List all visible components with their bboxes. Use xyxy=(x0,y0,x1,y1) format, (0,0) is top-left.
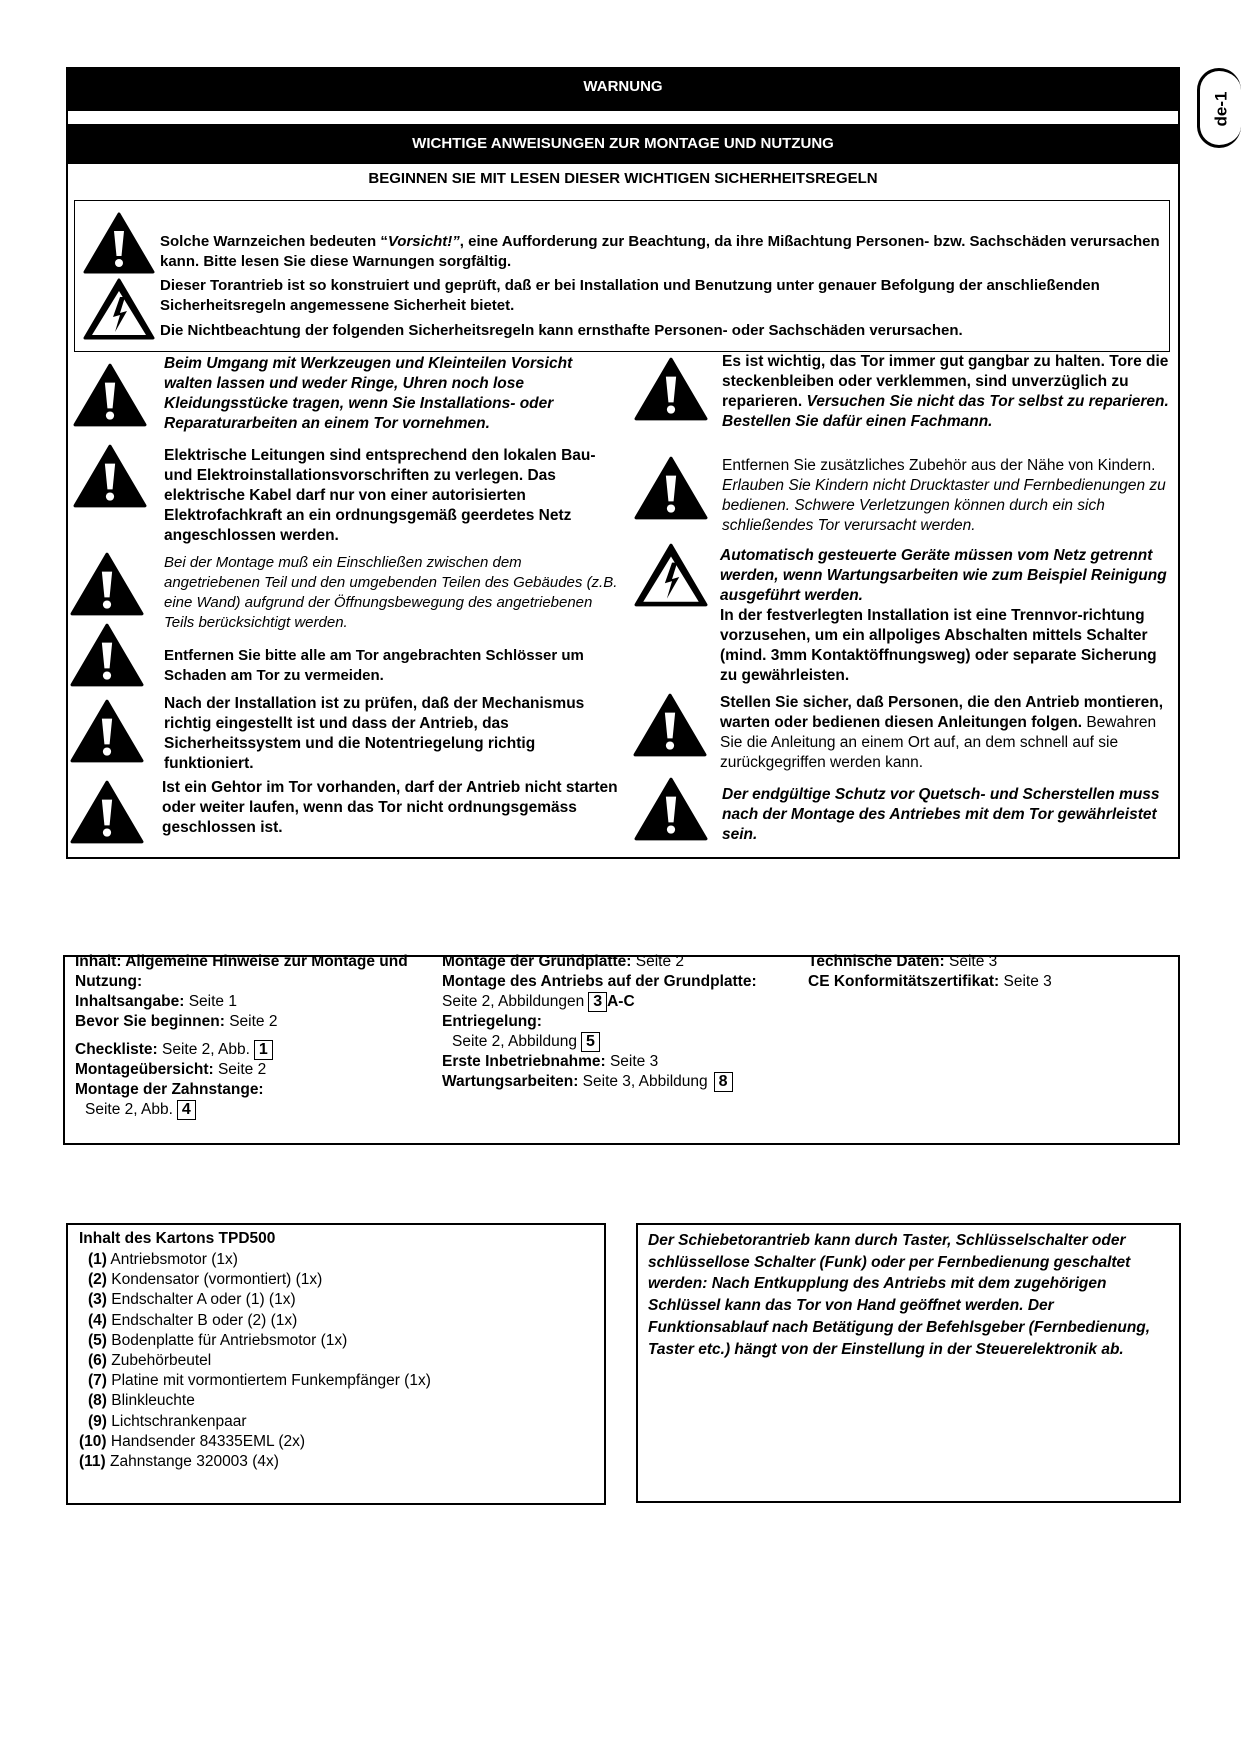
left-rule-5: Nach der Installation ist zu prüfen, daß der Mechanismus richtig eingestellt ist und dass der Antrieb, das Sicherheitssystem und die Notentriegelung richtig funktioniert. xyxy=(164,695,585,772)
figure-ref-box: 3 xyxy=(588,992,607,1012)
warning-triangle-icon xyxy=(70,622,144,688)
warning-triangle-icon xyxy=(70,698,144,764)
warning-triangle-icon xyxy=(73,362,147,428)
intro-paragraph-3: Die Nichtbeachtung der folgenden Sicherheitsregeln kann ernsthafte Personen- oder Sachschäden verursachen. xyxy=(160,322,963,339)
carton-item-text: Zahnstange 320003 (4x) xyxy=(110,1453,279,1471)
right-rule-5: Der endgültige Schutz vor Quetsch- und Scherstellen muss nach der Montage des Antriebes mit dem Tor gewährleistet sein. xyxy=(722,786,1160,843)
right-rule-3: Automatisch gesteuerte Geräte müssen vom Netz getrennt werden, wenn Wartungsarbeiten wie zum Beispiel Reinigung ausgeführt werden. In der festverlegten Installation ist eine Trennvor-richtung vorzusehen, um ein allpoliges Abschalten mittels Schalter (mind. 3mm Kontaktöffnungsweg) oder separate Sicherung zu gewährleisten. xyxy=(720,547,1167,684)
toc-column-3: Technische Daten: Seite 3 CE Konformitätszertifikat: Seite 3 xyxy=(808,953,1052,990)
carton-item-number: (7) xyxy=(88,1372,107,1390)
safety-rules-subtitle: BEGINNEN SIE MIT LESEN DIESER WICHTIGEN SICHERHEITSREGELN xyxy=(368,170,878,187)
intro-paragraph-1: Solche Warnzeichen bedeuten “Vorsicht!”, eine Aufforderung zur Beachtung, da ihre Mißachtung Personen- bzw. Sachschäden verursachen kann. Bitte lesen Sie diese Warnungen sorgfältig. xyxy=(160,233,1160,270)
carton-item xyxy=(79,1351,599,1371)
carton-item-number: (6) xyxy=(88,1352,107,1370)
carton-item-list xyxy=(79,1250,599,1472)
right-rule-2: Entfernen Sie zusätzliches Zubehör aus der Nähe von Kindern. Erlauben Sie Kindern nicht Drucktaster und Fernbedienungen zu bedienen. Schwere Verletzungen können durch ein sich schließendes Tor verursacht werden. xyxy=(722,457,1166,534)
carton-item-text: Bodenplatte für Antriebsmotor (1x) xyxy=(111,1331,348,1349)
toc-column-2: Montage der Grundplatte: Seite 2 Montage des Antriebs auf der Grundplatte: Seite 2, Abbildungen 3 A-C Entriegelung: Seite 2, Abbildung 5 Erste Inbetriebnahme: Seite 3 Wartungsarbeiten: Seite 3, Abbildung 8 xyxy=(442,953,757,1090)
right-rule-1: Es ist wichtig, das Tor immer gut gangbar zu halten. Tore die steckenbleiben oder verklemmen, sind unverzüglich zu reparieren. Versuchen Sie nicht das Tor selbst zu reparieren. Bestellen Sie dafür einen Fachmann. xyxy=(722,353,1169,430)
carton-item-number: (10) xyxy=(79,1432,107,1450)
carton-item-text: Endschalter B oder (2) (1x) xyxy=(111,1311,298,1329)
warning-triangle-icon xyxy=(70,551,144,617)
page-tab-label: de-1 xyxy=(1211,91,1231,127)
carton-item-text: Zubehörbeutel xyxy=(111,1352,212,1370)
warning-triangle-icon xyxy=(83,211,155,275)
carton-item-text: Handsender 84335EML (2x) xyxy=(110,1432,306,1450)
carton-item-number: (11) xyxy=(79,1453,106,1471)
intro-paragraph-2: Dieser Torantrieb ist so konstruiert und geprüft, daß er bei Installation und Benutzung unter genauer Befolgung der anschließenden Sicherheitsregeln angemessene Sicherheit bietet. xyxy=(160,277,1100,314)
right-rule-4: Stellen Sie sicher, daß Personen, die den Antrieb montieren, warten oder bedienen diesen Anleitungen folgen. Bewahren Sie die Anleitung an einem Ort auf, an dem schnell auf sie zurückgegriffen werden kann. xyxy=(720,694,1164,771)
carton-item-text: Blinkleuchte xyxy=(111,1392,195,1410)
carton-item-number: (1) xyxy=(88,1251,107,1268)
carton-item xyxy=(79,1371,599,1391)
carton-item-text: Lichtschrankenpaar xyxy=(111,1412,247,1430)
figure-ref-box: 4 xyxy=(177,1100,196,1120)
carton-item-number: (3) xyxy=(88,1291,107,1309)
left-rule-2: Elektrische Leitungen sind entsprechend den lokalen Bau- und Elektroinstallationsvorschriften zu verlegen. Das elektrische Kabel darf nur von einer autorisierten Elektrofachkraft an ein ordnungsgemäß geerdetes Netz angeschlossen werden. xyxy=(164,447,596,544)
carton-item xyxy=(79,1270,599,1290)
left-rule-4: Entfernen Sie bitte alle am Tor angebrachten Schlösser um Schaden am Tor zu vermeiden. xyxy=(164,647,584,684)
carton-title: Inhalt des Kartons TPD500 xyxy=(79,1230,276,1247)
carton-item xyxy=(79,1432,599,1452)
page-tab xyxy=(1197,68,1241,148)
figure-ref-box: 5 xyxy=(581,1032,600,1052)
carton-item xyxy=(79,1391,599,1411)
warning-triangle-icon xyxy=(70,779,144,845)
carton-item-number: (4) xyxy=(88,1311,107,1329)
carton-contents xyxy=(79,1228,599,1472)
left-rule-1: Beim Umgang mit Werkzeugen und Kleinteilen Vorsicht walten lassen und weder Ringe, Uhren noch lose Kleidungsstücke tragen, wenn Sie Installations- oder Reparaturarbeiten an einem Tor vornehmen. xyxy=(164,355,573,432)
warning-triangle-icon xyxy=(634,356,708,422)
warning-triangle-icon xyxy=(634,776,708,842)
figure-ref-box: 8 xyxy=(714,1072,733,1092)
left-rule-6: Ist ein Gehtor im Tor vorhanden, darf der Antrieb nicht starten oder weiter laufen, wenn das Tor nicht ordnungsgemäss geschlossen ist. xyxy=(162,779,618,836)
warning-bar: WARNUNG xyxy=(66,67,1180,111)
operation-description: Der Schiebetorantrieb kann durch Taster, Schlüsselschalter oder schlüssellose Schalter (Funk) oder per Fernbedienung geschaltet werden: Nach Entkupplung des Antriebs mit dem zugehörigen Schlüssel kann das Tor von Hand geöffnet werden. Der Funktionsablauf nach Betätigung der Befehlsgeber (Fernbedienung, Taster etc.) hängt von der Einstellung in der Steuerelektronik ab. xyxy=(648,1232,1151,1358)
warning-triangle-icon xyxy=(633,692,707,758)
left-rule-3: Bei der Montage muß ein Einschließen zwischen dem angetriebenen Teil und den umgebenden Teilen des Gebäudes (z.B. eine Wand) aufgrund der Öffnungsbewegung des angetriebenen Teils berücksichtigt werden. xyxy=(164,554,618,631)
warning-triangle-icon xyxy=(73,443,147,509)
warning-triangle-icon xyxy=(634,455,708,521)
carton-item-text: Endschalter A oder (1) (1x) xyxy=(111,1291,296,1309)
carton-item xyxy=(79,1250,599,1270)
carton-item-text: Platine mit vormontiertem Funkempfänger (1x) xyxy=(111,1372,431,1390)
carton-item-text: Kondensator (vormontiert) (1x) xyxy=(111,1271,323,1289)
carton-item-number: (2) xyxy=(88,1271,107,1289)
electric-hazard-icon xyxy=(83,277,155,341)
carton-item xyxy=(79,1452,599,1472)
electric-hazard-icon xyxy=(634,542,708,608)
carton-item xyxy=(79,1311,599,1331)
carton-item-number: (5) xyxy=(88,1331,107,1349)
carton-item xyxy=(79,1290,599,1310)
figure-ref-box: 1 xyxy=(254,1040,273,1060)
carton-item-number: (9) xyxy=(88,1412,107,1430)
carton-item-text: Antriebsmotor (1x) xyxy=(110,1251,238,1268)
toc-column-1: Inhalt: Allgemeine Hinweise zur Montage und Nutzung: Inhaltsangabe: Seite 1 Bevor Sie beginnen: Seite 2 Checkliste: Seite 2, Abb. 1 Montageübersicht: Seite 2 Montage der Zahnstange: Seite 2, Abb. 4 xyxy=(75,953,408,1118)
instructions-title-bar: WICHTIGE ANWEISUNGEN ZUR MONTAGE UND NUTZUNG xyxy=(66,124,1180,164)
carton-item xyxy=(79,1412,599,1432)
carton-item-number: (8) xyxy=(88,1392,107,1410)
carton-item xyxy=(79,1331,599,1351)
